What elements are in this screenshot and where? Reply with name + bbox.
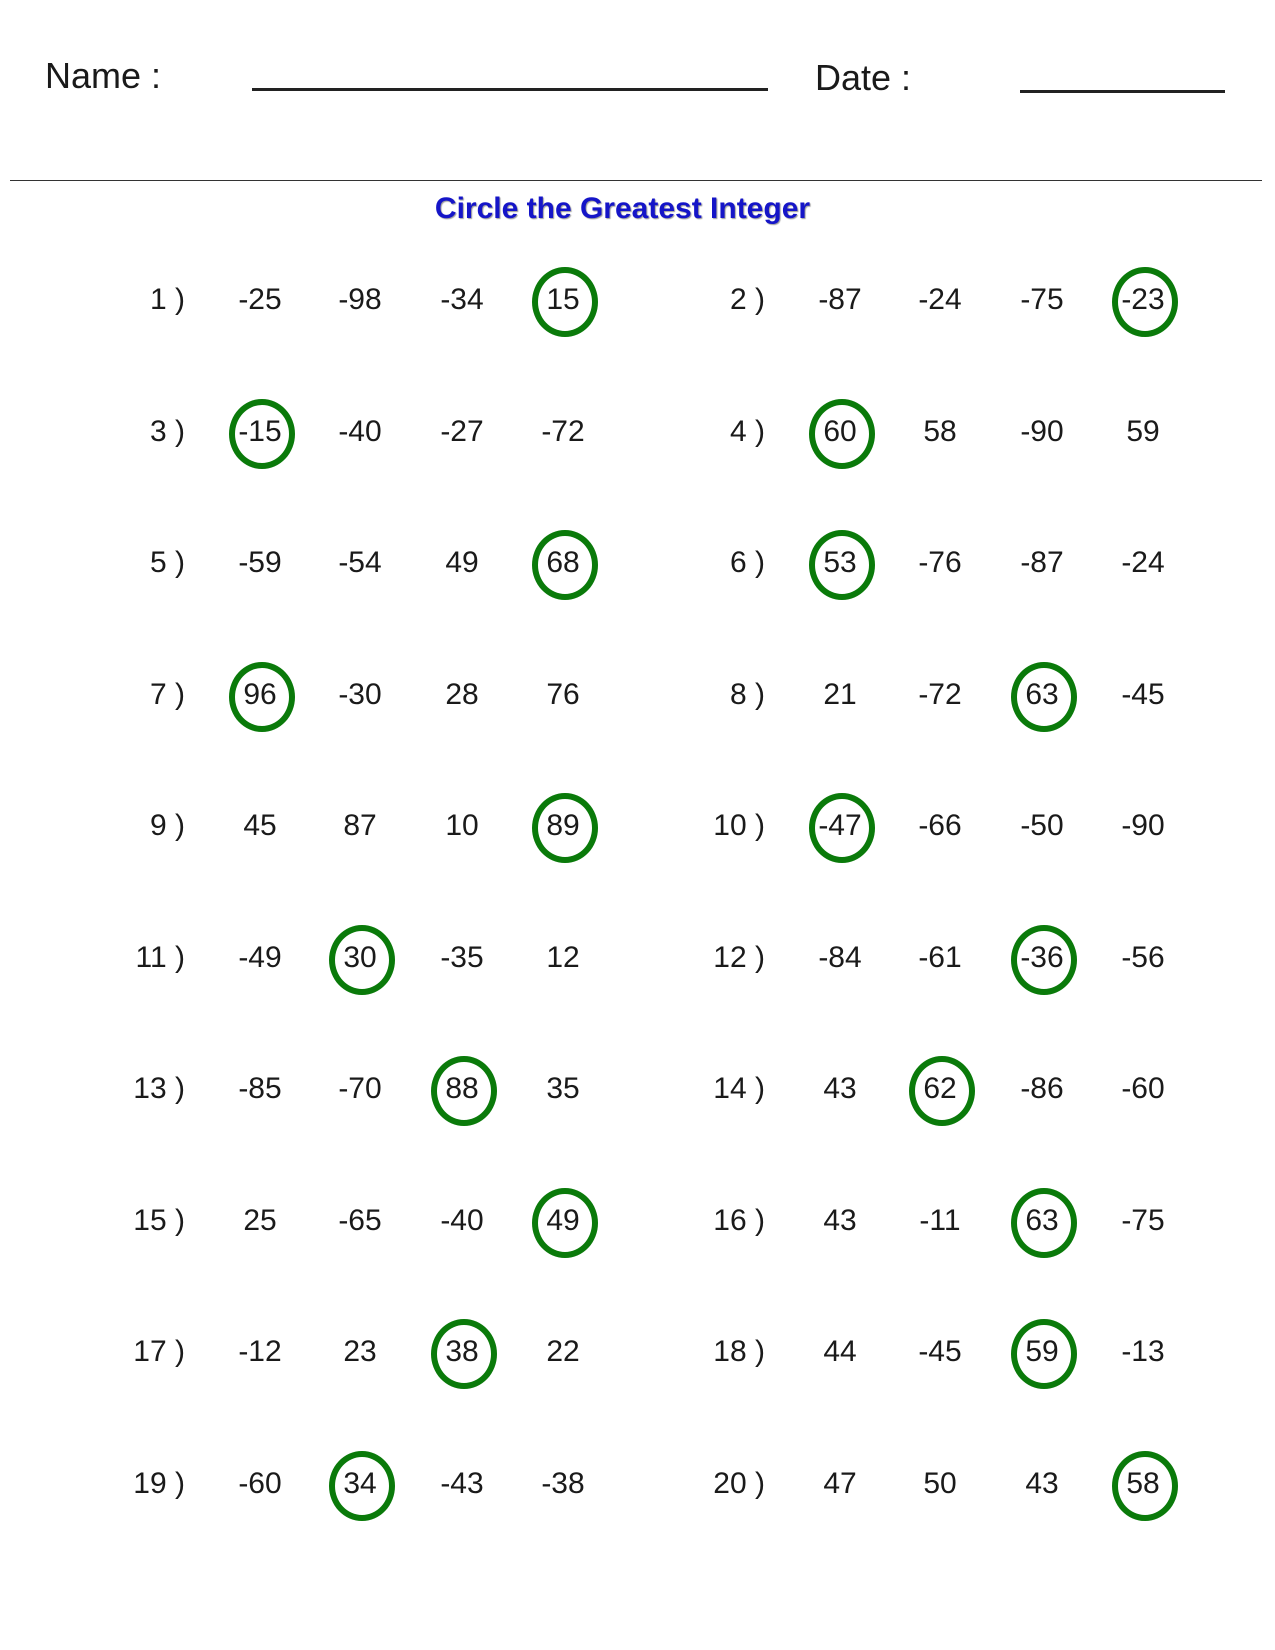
choice-value: -36 [1020,940,1064,974]
answer-choice[interactable] [790,280,890,320]
problem-10 [675,796,1235,856]
answer-choice[interactable] [513,1332,613,1372]
problem-4 [675,402,1235,462]
header-divider [10,180,1262,181]
choice-value: 43 [823,1203,857,1237]
problem-number: 12 ) [713,940,765,974]
choice-value: 60 [823,414,857,448]
choice-value: -72 [541,414,585,448]
choice-value: -38 [541,1466,585,1500]
answer-choice[interactable] [992,543,1092,583]
choice-value: -45 [918,1335,962,1368]
choice-value: -54 [338,546,382,579]
worksheet-title: Circle the Greatest Integer [434,192,811,225]
answer-choice[interactable] [210,806,310,846]
choice-value: -24 [1121,546,1165,579]
answer-choice[interactable] [992,938,1092,978]
choice-value: -76 [918,546,962,579]
answer-choice[interactable] [210,675,310,715]
answer-choice[interactable] [412,412,512,452]
choice-value: -50 [1020,809,1064,842]
date-label: Date : [815,57,912,98]
answer-choice[interactable] [992,1201,1092,1241]
choice-value: 63 [1025,677,1059,711]
choice-value: 49 [546,1203,580,1237]
answer-choice[interactable] [310,938,410,978]
choice-value: 10 [445,809,479,842]
choice-value: -75 [1121,1203,1165,1237]
choice-value: -49 [238,940,282,974]
answer-choice[interactable] [210,543,310,583]
choice-value: 49 [445,546,479,579]
problem-number: 17 ) [133,1335,185,1368]
answer-choice[interactable] [992,412,1092,452]
choice-value: -61 [918,940,962,974]
choice-value: -85 [238,1072,282,1105]
choice-value: -45 [1121,677,1165,711]
choice-value: -12 [238,1335,282,1368]
answer-choice[interactable] [412,1069,512,1109]
answer-choice[interactable] [790,1464,890,1504]
choice-value: -60 [238,1466,282,1500]
answer-choice[interactable] [412,675,512,715]
answer-choice[interactable] [790,412,890,452]
answer-choice[interactable] [513,1464,613,1504]
answer-choice[interactable] [790,806,890,846]
choice-value: -86 [1020,1072,1064,1105]
problem-13 [95,1059,655,1119]
choice-value: 43 [1025,1466,1059,1500]
choice-value: 38 [445,1335,479,1368]
answer-choice[interactable] [210,1464,310,1504]
answer-choice[interactable] [1093,280,1193,320]
problem-number: 3 ) [149,414,185,448]
problem-number: 14 ) [713,1072,765,1105]
choice-value: -70 [338,1072,382,1105]
choice-value: 58 [1126,1466,1160,1500]
answer-choice[interactable] [513,675,613,715]
choice-value: -24 [918,283,962,316]
answer-choice[interactable] [992,1069,1092,1109]
problem-number: 2 ) [729,283,765,316]
answer-choice[interactable] [890,806,990,846]
choice-value: 43 [823,1072,857,1105]
problem-number: 15 ) [133,1203,185,1237]
answer-choice[interactable] [310,1201,410,1241]
choice-value: -72 [918,677,962,711]
choice-value: -35 [440,940,484,974]
answer-choice[interactable] [412,1332,512,1372]
choice-value: 53 [823,546,857,579]
answer-choice[interactable] [1093,1332,1193,1372]
choice-value: -65 [338,1203,382,1237]
answer-choice[interactable] [210,1069,310,1109]
problem-number: 10 ) [713,809,765,842]
answer-choice[interactable] [310,806,410,846]
choice-value: 34 [343,1466,377,1500]
answer-choice[interactable] [1093,412,1193,452]
problem-number: 7 ) [149,677,185,711]
choice-value: 47 [823,1466,857,1500]
answer-choice[interactable] [513,938,613,978]
answer-choice[interactable] [513,412,613,452]
problem-number: 9 ) [149,809,185,842]
choice-value: 35 [546,1072,580,1105]
answer-choice[interactable] [210,412,310,452]
choice-value: 22 [546,1335,580,1368]
answer-choice[interactable] [890,1332,990,1372]
answer-choice[interactable] [1093,1069,1193,1109]
problem-20 [675,1454,1235,1514]
problem-number: 8 ) [729,677,765,711]
answer-choice[interactable] [1093,675,1193,715]
answer-choice[interactable] [513,1069,613,1109]
name-blank-line [252,88,768,91]
choice-value: -75 [1020,283,1064,316]
answer-choice[interactable] [1093,543,1193,583]
answer-choice[interactable] [790,675,890,715]
choice-value: -47 [818,809,862,842]
answer-choice[interactable] [890,1464,990,1504]
answer-choice[interactable] [992,1332,1092,1372]
problem-2 [675,270,1235,330]
choice-value: 59 [1126,414,1160,448]
problem-18 [675,1322,1235,1382]
choice-value: -40 [440,1203,484,1237]
problem-9 [95,796,655,856]
choice-value: -27 [440,414,484,448]
choice-value: 63 [1025,1203,1059,1237]
problem-16 [675,1191,1235,1251]
problem-1 [95,270,655,330]
answer-choice[interactable] [790,1201,890,1241]
answer-choice[interactable] [210,938,310,978]
answer-choice[interactable] [210,1201,310,1241]
answer-choice[interactable] [310,1332,410,1372]
choice-value: 15 [546,283,580,316]
answer-choice[interactable] [1093,1464,1193,1504]
choice-value: 45 [243,809,277,842]
answer-choice[interactable] [412,280,512,320]
answer-choice[interactable] [210,280,310,320]
answer-choice[interactable] [1093,1201,1193,1241]
problem-number: 6 ) [729,546,765,579]
answer-choice[interactable] [790,938,890,978]
problem-15 [95,1191,655,1251]
choice-value: 62 [923,1072,957,1105]
choice-value: -98 [338,283,382,316]
answer-choice[interactable] [1093,938,1193,978]
choice-value: 21 [823,677,857,711]
choice-value: -23 [1121,283,1165,316]
answer-choice[interactable] [412,543,512,583]
problem-3 [95,402,655,462]
answer-choice[interactable] [513,806,613,846]
choice-value: -15 [238,414,282,448]
choice-value: -25 [238,283,282,316]
answer-choice[interactable] [210,1332,310,1372]
name-label: Name : [45,55,162,96]
problem-number: 16 ) [713,1203,765,1237]
problem-number: 19 ) [133,1466,185,1500]
choice-value: -87 [818,283,862,316]
answer-choice[interactable] [513,280,613,320]
choice-value: -90 [1020,414,1064,448]
choice-value: 88 [445,1072,479,1105]
choice-value: 68 [546,546,580,579]
choice-value: 87 [343,809,377,842]
choice-value: 44 [823,1335,857,1368]
choice-value: -90 [1121,809,1165,842]
answer-choice[interactable] [310,675,410,715]
answer-choice[interactable] [992,675,1092,715]
answer-choice[interactable] [310,543,410,583]
problem-number: 18 ) [713,1335,765,1368]
choice-value: 23 [343,1335,377,1368]
problem-11 [95,928,655,988]
choice-value: 58 [923,414,957,448]
choice-value: -13 [1121,1335,1165,1368]
problem-8 [675,665,1235,725]
problem-number: 5 ) [149,546,185,579]
problem-7 [95,665,655,725]
choice-value: 28 [445,677,479,711]
answer-choice[interactable] [890,1069,990,1109]
choice-value: -40 [338,414,382,448]
answer-choice[interactable] [310,1464,410,1504]
answer-choice[interactable] [790,1069,890,1109]
problem-number: 4 ) [729,414,765,448]
choice-value: 12 [546,940,580,974]
answer-choice[interactable] [412,1464,512,1504]
answer-choice[interactable] [992,806,1092,846]
answer-choice[interactable] [890,543,990,583]
answer-choice[interactable] [890,1201,990,1241]
problem-number: 11 ) [135,940,185,974]
answer-choice[interactable] [513,543,613,583]
answer-choice[interactable] [992,1464,1092,1504]
choice-value: -43 [440,1466,484,1500]
answer-choice[interactable] [412,938,512,978]
choice-value: 50 [923,1466,957,1500]
choice-value: 59 [1025,1335,1059,1368]
choice-value: -60 [1121,1072,1165,1105]
choice-value: -66 [918,809,962,842]
answer-choice[interactable] [412,1201,512,1241]
problem-5 [95,533,655,593]
choice-value: 76 [546,677,580,711]
problem-number: 13 ) [133,1072,185,1105]
choice-value: -87 [1020,546,1064,579]
answer-choice[interactable] [992,280,1092,320]
choice-value: 96 [243,677,277,711]
problem-number: 20 ) [713,1466,765,1500]
answer-choice[interactable] [310,1069,410,1109]
answer-choice[interactable] [310,412,410,452]
choice-value: -56 [1121,940,1165,974]
choice-value: 25 [243,1203,277,1237]
answer-choice[interactable] [513,1201,613,1241]
choice-value: 89 [546,809,580,842]
choice-value: -34 [440,283,484,316]
answer-choice[interactable] [890,412,990,452]
problem-6 [675,533,1235,593]
choice-value: -11 [919,1203,961,1237]
answer-choice[interactable] [1093,806,1193,846]
answer-choice[interactable] [790,1332,890,1372]
answer-choice[interactable] [412,806,512,846]
problem-19 [95,1454,655,1514]
choice-value: -59 [238,546,282,579]
problem-17 [95,1322,655,1382]
problem-12 [675,928,1235,988]
choice-value: -30 [338,677,382,711]
choice-value: -84 [818,940,862,974]
problem-14 [675,1059,1235,1119]
date-blank-line [1020,90,1225,93]
answer-choice[interactable] [790,543,890,583]
answer-choice[interactable] [890,280,990,320]
problem-number: 1 ) [149,283,185,316]
answer-choice[interactable] [890,675,990,715]
choice-value: 30 [343,940,377,974]
answer-choice[interactable] [890,938,990,978]
answer-choice[interactable] [310,280,410,320]
